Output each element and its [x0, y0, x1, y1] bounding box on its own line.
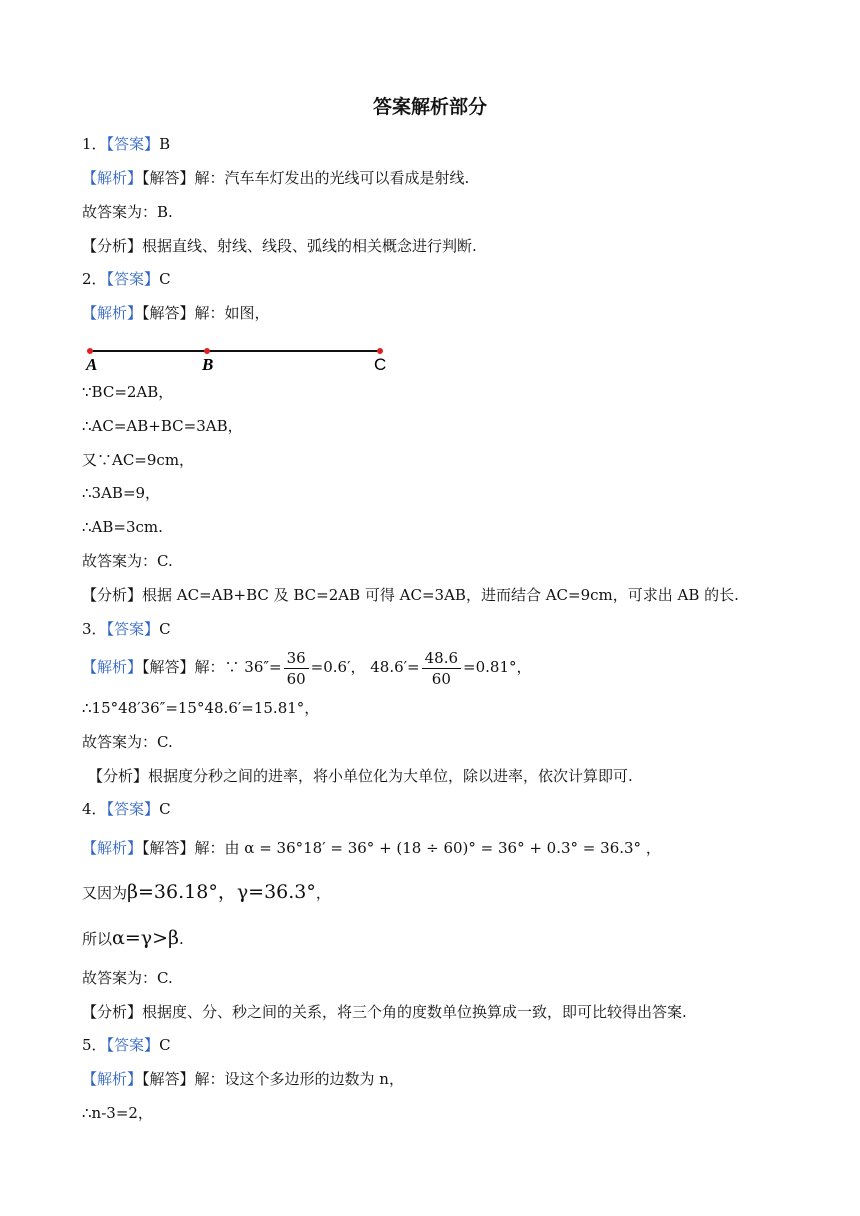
q5-jieda-tag: 【解答】	[142, 1070, 195, 1088]
q4-line2-prefix: 又因为	[82, 884, 128, 902]
q3-answer-line	[82, 618, 171, 640]
q3-frac2-numerator: 48.6	[422, 648, 461, 669]
q2-step-5: ∴AB=3cm.	[82, 518, 163, 536]
q3-solution-line	[82, 646, 532, 689]
q5-answer-tag: 【答案】	[106, 1036, 160, 1054]
q4-analysis: 【分析】根据度、分、秒之间的关系，将三个角的度数单位换算成一致，即可比较得出答案.	[82, 1003, 687, 1021]
q4-answer-line	[82, 798, 171, 820]
q2-conclusion: 故答案为：C.	[82, 552, 173, 570]
q3-frac1-numerator: 36	[284, 648, 309, 669]
q3-answer-tag: 【答案】	[106, 620, 160, 638]
q3-frac1-denominator: 60	[286, 669, 306, 688]
q2-number: 2．	[82, 270, 107, 288]
q5-step: ∴n-3=2，	[82, 1104, 153, 1122]
q3-jiexi-tag: 【解析】	[82, 658, 143, 676]
q4-line2-math: β=36.18°，γ=36.3°	[127, 881, 316, 903]
q2-answer: C	[159, 270, 171, 288]
q4-jieda-tag: 【解答】	[142, 839, 195, 857]
q2-step-2: ∴AC=AB+BC=3AB，	[82, 417, 243, 435]
q3-solution-mid: =0.6′， 48.6′=	[310, 658, 420, 676]
q4-line3-math: α=γ>β	[112, 927, 180, 949]
q4-conclusion: 故答案为：C.	[82, 969, 173, 987]
q2-solution: 解：如图，	[194, 304, 270, 322]
q4-jiexi-tag: 【解析】	[82, 839, 143, 857]
point-a	[87, 348, 93, 354]
q3-fraction-1	[284, 648, 309, 689]
label-a: A	[86, 355, 98, 374]
q3-frac2-denominator: 60	[431, 669, 451, 688]
q4-line3	[82, 927, 184, 950]
segment-figure	[84, 340, 404, 376]
q3-number: 3．	[82, 620, 107, 638]
q3-step: ∴15°48′36″=15°48.6′=15.81°，	[82, 699, 320, 717]
q1-number: 1．	[82, 135, 107, 153]
q2-step-3: 又∵AC=9cm，	[82, 451, 195, 469]
q4-answer: C	[159, 800, 171, 818]
q2-solution-line	[82, 302, 270, 324]
q1-answer-tag: 【答案】	[106, 135, 160, 153]
q5-number: 5．	[82, 1036, 107, 1054]
q3-jieda-tag: 【解答】	[142, 658, 195, 676]
q5-solution-line	[82, 1068, 404, 1090]
q4-line3-suffix: .	[179, 930, 184, 948]
q1-solution: 解：汽车车灯发出的光线可以看成是射线.	[194, 169, 470, 187]
q2-step-1: ∵BC=2AB，	[82, 383, 174, 401]
q4-line2	[82, 881, 331, 904]
q3-fraction-2	[422, 648, 461, 689]
q1-answer-line	[82, 133, 170, 155]
page-title: 答案解析部分	[372, 96, 487, 118]
q1-jieda-tag: 【解答】	[142, 169, 195, 187]
q1-analysis: 【分析】根据直线、射线、线段、弧线的相关概念进行判断.	[82, 237, 477, 255]
q1-conclusion: 故答案为：B.	[82, 203, 173, 221]
q5-solution: 解：设这个多边形的边数为 n，	[194, 1070, 404, 1088]
q2-answer-tag: 【答案】	[106, 270, 160, 288]
label-b: B	[202, 355, 214, 374]
q2-analysis: 【分析】根据 AC=AB+BC 及 BC=2AB 可得 AC=3AB，进而结合 AC=9cm，可求出 AB 的长.	[82, 586, 739, 604]
q4-solution: 解：由 α = 36°18′ = 36° + (18 ÷ 60)° = 36° + 0.3° = 36.3° ，	[194, 839, 661, 857]
q2-jiexi-tag: 【解析】	[82, 304, 143, 322]
q5-answer-line	[82, 1034, 171, 1056]
q3-analysis: 【分析】根据度分秒之间的进率，将小单位化为大单位，除以进率，依次计算即可.	[88, 767, 633, 785]
q4-line2-suffix: ，	[315, 884, 331, 902]
q5-answer: C	[159, 1036, 171, 1054]
q3-solution-tail: =0.81°，	[463, 658, 532, 676]
q2-jieda-tag: 【解答】	[142, 304, 195, 322]
q2-step-4: ∴3AB=9，	[82, 484, 161, 502]
q1-solution-line	[82, 167, 469, 189]
q3-answer: C	[159, 620, 171, 638]
q1-answer: B	[159, 135, 171, 153]
point-b	[204, 348, 210, 354]
q3-solution-prefix: 解：∵ 36″=	[194, 658, 282, 676]
q3-conclusion: 故答案为：C.	[82, 733, 173, 751]
q5-jiexi-tag: 【解析】	[82, 1070, 143, 1088]
point-c	[377, 348, 383, 354]
label-c: C	[374, 355, 387, 374]
q4-number: 4．	[82, 800, 107, 818]
q1-jiexi-tag: 【解析】	[82, 169, 143, 187]
q2-answer-line	[82, 268, 171, 290]
q4-solution-line	[82, 837, 661, 859]
q4-answer-tag: 【答案】	[106, 800, 160, 818]
q4-line3-prefix: 所以	[82, 930, 113, 948]
